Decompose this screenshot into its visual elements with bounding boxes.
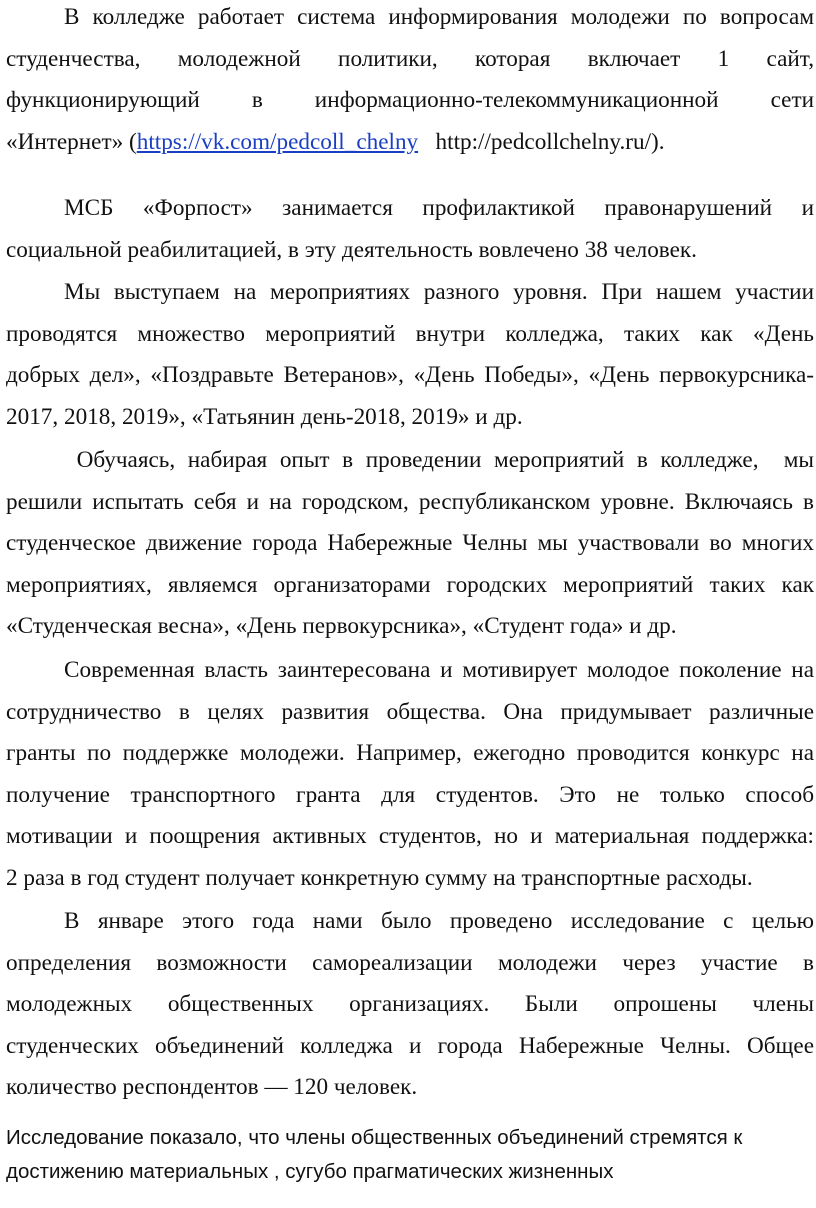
text-line: В колледже работает система информирования молодежи по вопросам xyxy=(64,4,814,30)
text-line: студенческое движение города Набережные Челны мы участвовали во многих xyxy=(6,530,814,556)
paragraph-research xyxy=(6,901,814,1109)
text-line: социальной реабилитацией, в эту деятельность вовлечено 38 человек. xyxy=(6,236,697,263)
text-line: определения возможности самореализации молодежи через участие в xyxy=(6,949,814,976)
text-line: добрых дел», «Поздравьте Ветеранов», «День Победы», «День первокурсника- xyxy=(6,362,814,388)
text-line: Современная власть заинтересована и мотивирует молодое поколение на xyxy=(64,657,814,683)
paragraph-info-system xyxy=(6,0,814,163)
paragraph-grants xyxy=(6,650,814,899)
text-line: студенческих объединений колледжа и города Набережные Челны. Общее xyxy=(6,1032,814,1059)
text-line: мероприятиях, являемся организаторами городских мероприятий таких как xyxy=(6,571,814,598)
text-line: МСБ «Форпост» занимается профилактикой правонарушений и xyxy=(64,195,814,221)
text-line: 2 раза в год студент получает конкретную сумму на транспортные расходы. xyxy=(6,864,753,891)
text-line: гранты по поддержке молодежи. Например, ежегодно проводится конкурс на xyxy=(6,740,814,766)
text-line: студенчества, молодежной политики, которая включает 1 сайт, xyxy=(6,45,814,72)
text-line: «Студенческая весна», «День первокурсника», «Студент года» и др. xyxy=(6,613,677,639)
text-line: Мы выступаем на мероприятиях разного уровня. При нашем участии xyxy=(64,279,814,305)
text-line: получение транспортного гранта для студентов. Это не только способ xyxy=(6,781,814,808)
text-line: Обучаясь, набирая опыт в проведении мероприятий в колледже, мы xyxy=(64,447,814,473)
text-line: мотивации и поощрения активных студентов, но и материальная поддержка: xyxy=(6,823,814,849)
paragraph-events xyxy=(6,272,814,438)
text-line: проводятся множество мероприятий внутри колледжа, таких как «День xyxy=(6,320,814,347)
text-line: 2017, 2018, 2019», «Татьянин день-2018, 2019» и др. xyxy=(6,403,523,430)
paragraph-research-result xyxy=(6,1121,814,1189)
paragraph-city-level xyxy=(6,440,814,648)
text-line: функционирующий в информационно-телекоммуникационной сети xyxy=(6,87,814,113)
link-prefix: «Интернет» ( xyxy=(6,128,137,155)
text-line: молодежных общественных организациях. Были опрошены члены xyxy=(6,991,814,1017)
site-url: http://pedcollchelny.ru/). xyxy=(418,128,665,155)
vk-link[interactable]: https://vk.com/pedcoll_chelny xyxy=(136,128,419,155)
text-line: достижению материальных , сугубо прагматических жизненных xyxy=(6,1160,614,1183)
text-line xyxy=(6,122,814,164)
text-line: количество респондентов — 120 человек. xyxy=(6,1074,418,1100)
paragraph-forpost xyxy=(6,188,814,271)
text-line: сотрудничество в целях развития общества. Она придумывает различные xyxy=(6,698,814,725)
text-line: решили испытать себя и на городском, республиканском уровне. Включаясь в xyxy=(6,488,814,515)
text-line: В январе этого года нами было проведено исследование с целью xyxy=(64,908,814,934)
text-line: Исследование показало, что члены общественных объединений стремятся к xyxy=(6,1126,743,1149)
